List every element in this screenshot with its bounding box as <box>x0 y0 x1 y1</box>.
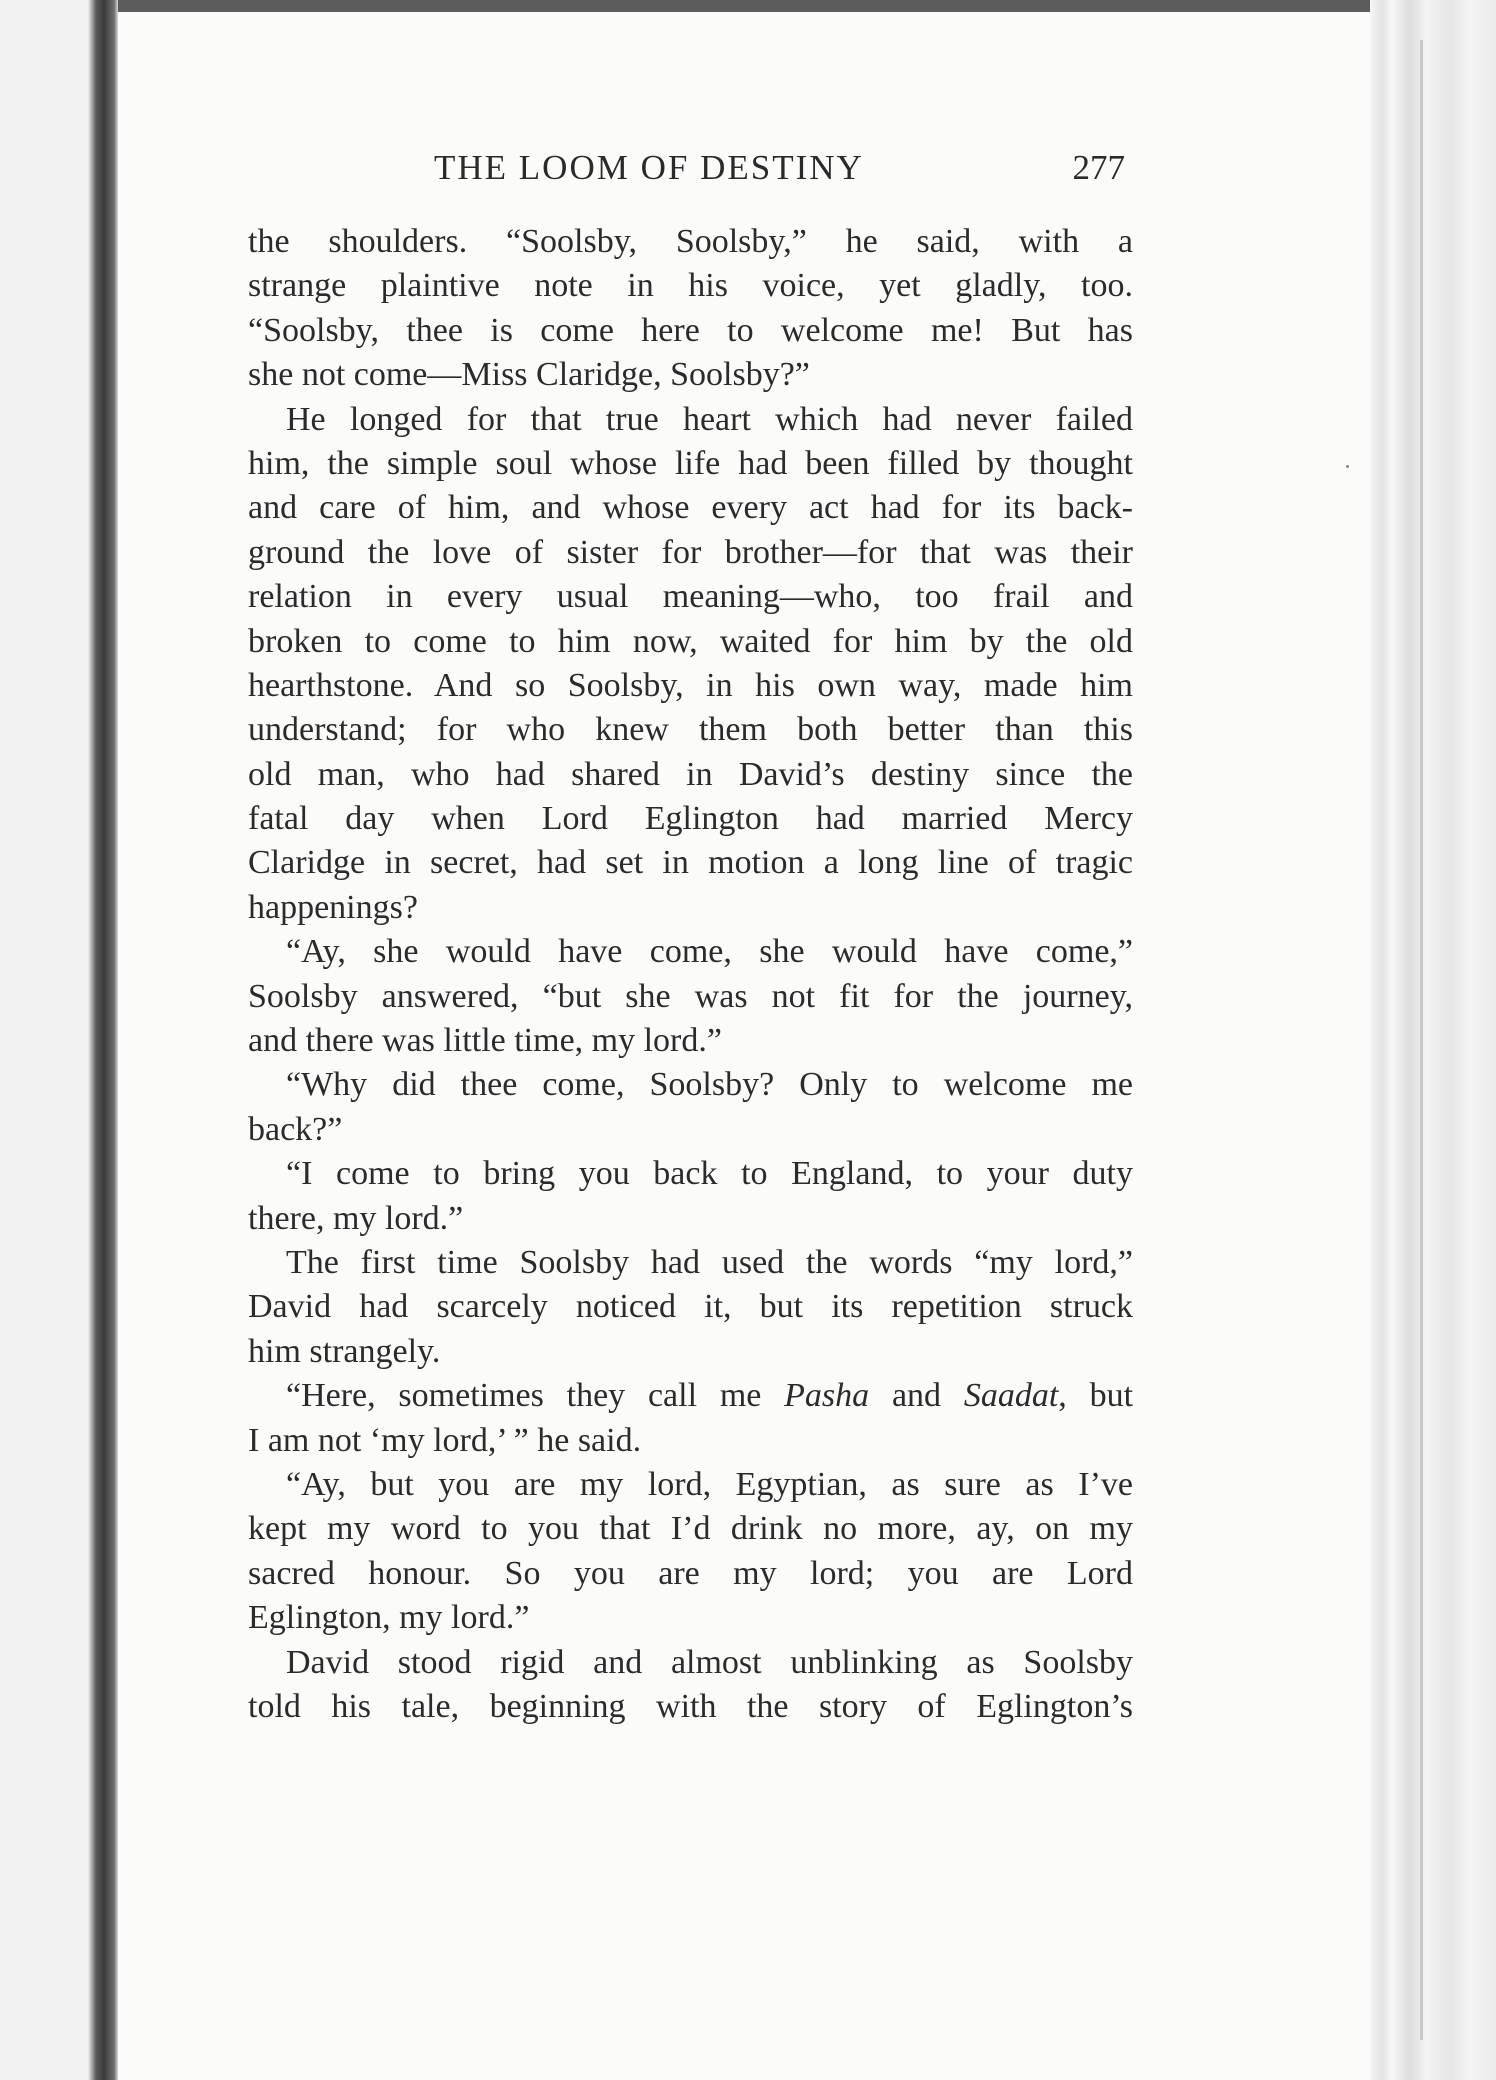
text-line: David stood rigid and almost unblinking as Soolsby <box>286 1643 1133 1681</box>
text-line: told his tale, beginning with the story of Eglington’s <box>248 1687 1133 1725</box>
text-line: sacred honour. So you are my lord; you are Lord <box>248 1554 1133 1592</box>
text-line: the shoulders. “Soolsby, Soolsby,” he said, with a <box>248 223 1133 260</box>
book-binding-edge <box>0 0 118 2080</box>
text-line: him, the simple soul whose life had been filled by thought <box>248 444 1133 482</box>
text-line: understand; for who knew them both better than this <box>248 711 1133 749</box>
text-run: and <box>891 1377 942 1415</box>
text-line: “Ay, she would have come, she would have come,” <box>286 933 1133 971</box>
text-line: broken to come to him now, waited for him by the old <box>248 622 1133 660</box>
text-line: there, my lord.” <box>248 1199 464 1237</box>
text-line: David had scarcely noticed it, but its repetition struck <box>248 1288 1133 1326</box>
text-line: old man, who had shared in David’s destiny since the <box>248 755 1133 793</box>
page-stack-edge <box>1370 0 1496 2080</box>
text-line: Soolsby answered, “but she was not fit for the journey, <box>248 977 1133 1015</box>
running-title: THE LOOM OF DESTINY <box>434 148 864 187</box>
italic-word-pasha: Pasha <box>784 1377 870 1415</box>
running-head <box>248 148 1133 200</box>
text-line: hearthstone. And so Soolsby, in his own way, made him <box>248 666 1133 704</box>
text-line: strange plaintive note in his voice, yet gladly, too. <box>248 267 1133 305</box>
page-number: 277 <box>1072 148 1125 187</box>
scan-top-edge <box>0 0 1496 12</box>
text-line: “I come to bring you back to England, to your duty <box>286 1155 1133 1193</box>
text-line: and care of him, and whose every act had for its back- <box>248 489 1133 527</box>
text-line: “Soolsby, thee is come here to welcome me! But has <box>248 311 1133 349</box>
italic-word-saadat: Saadat <box>963 1377 1059 1415</box>
body-text <box>248 220 1133 1729</box>
text-line-mixed <box>248 1374 1133 1418</box>
text-line: I am not ‘my lord,’ ” he said. <box>248 1421 642 1459</box>
text-line: kept my word to you that I’d drink no more, ay, on my <box>248 1510 1133 1548</box>
text-line: happenings? <box>248 888 418 926</box>
text-line: him strangely. <box>248 1332 441 1370</box>
text-run: , but <box>1058 1377 1133 1415</box>
text-line: “Why did thee come, Soolsby? Only to welcome me <box>286 1066 1133 1104</box>
text-line: Claridge in secret, had set in motion a long line of tragic <box>248 844 1133 882</box>
text-line: back?” <box>248 1110 343 1148</box>
text-line: relation in every usual meaning—who, too frail and <box>248 578 1133 616</box>
text-line: He longed for that true heart which had never failed <box>286 400 1133 438</box>
text-run: “Here, sometimes they call me <box>286 1377 762 1415</box>
text-line: and there was little time, my lord.” <box>248 1022 722 1060</box>
text-line: ground the love of sister for brother—for that was their <box>248 533 1133 571</box>
text-line: The first time Soolsby had used the words “my lord,” <box>286 1243 1133 1281</box>
text-line: Eglington, my lord.” <box>248 1599 530 1637</box>
text-line: “Ay, but you are my lord, Egyptian, as sure as I’ve <box>286 1465 1133 1503</box>
text-line: she not come—Miss Claridge, Soolsby?” <box>248 356 810 394</box>
paper-speck <box>1346 465 1349 468</box>
text-line: fatal day when Lord Eglington had married Mercy <box>248 800 1133 838</box>
